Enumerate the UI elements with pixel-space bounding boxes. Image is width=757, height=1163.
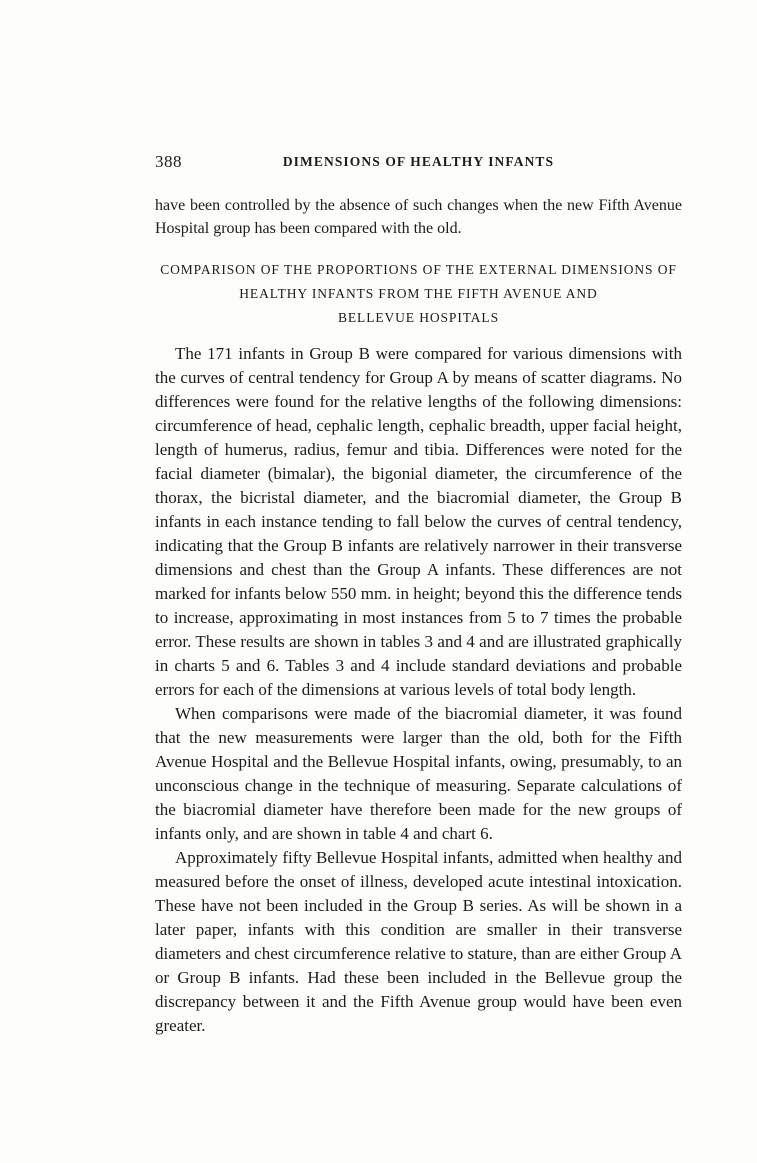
paragraph-bellevue-infants: Approximately fifty Bellevue Hospital infants, admitted when healthy and measured before the onset of illness, developed acute intestinal intoxication. These have not been included in the Group B series. As will be shown in a later paper, infants with this condition are smaller in their transverse diameters and chest circumference relative to stature, than are either Group A or Group B infants. Had these been included in the Bellevue group the discrepancy between it and the Fifth Avenue group would have been even greater. xyxy=(155,848,682,1035)
paragraph-comparison: The 171 infants in Group B were compared for various dimensions with the curves of central tendency for Group A by means of scatter diagrams. No differences were found for the relative lengths of the following dimensions: circumference of head, cephalic length, cephalic breadth, upper facial height, length of humerus, radius, femur and tibia. Differences were noted for the facial diameter (bimalar), the bigonial diameter, the circumference of the thorax, the bicristal diameter, and the biacromial diameter, the Group B infants in each instance tending to fall below the curves of central tendency, indicating that the Group B infants are relatively narrower in their transverse dimensions and chest than the Group A infants. These differences are not marked for infants below 550 mm. in height; beyond this the difference tends to increase, approximating in most instances from 5 to 7 times the probable error. These results are shown in tables 3 and 4 and are illustrated graphically in charts 5 and 6. Tables 3 and 4 include standard deviations and probable errors for each of the dimensions at various levels of total body length. xyxy=(155,344,682,699)
paragraph-continuation: have been controlled by the absence of such changes when the new Fifth Avenue Hospital group has been compared with the old. xyxy=(155,197,682,237)
section-heading-line-1: COMPARISON OF THE PROPORTIONS OF THE EXTERNAL DIMENSIONS OF xyxy=(160,262,677,277)
running-header-title: DIMENSIONS OF HEALTHY INFANTS xyxy=(282,154,555,169)
text-column xyxy=(155,152,682,1038)
section-heading-line-2: HEALTHY INFANTS FROM THE FIFTH AVENUE AND xyxy=(239,286,598,301)
section-heading-line-3: BELLEVUE HOSPITALS xyxy=(338,310,499,325)
running-head xyxy=(155,152,682,178)
page-number: 388 xyxy=(155,152,182,171)
paragraph-biacromial: When comparisons were made of the biacromial diameter, it was found that the new measurements were larger than the old, both for the Fifth Avenue Hospital and the Bellevue Hospital infants, owing, presumably, to an unconscious change in the technique of measuring. Separate calculations of the biacromial diameter have therefore been made for the new groups of infants only, and are shown in table 4 and chart 6. xyxy=(155,704,682,843)
section-heading xyxy=(155,258,682,330)
